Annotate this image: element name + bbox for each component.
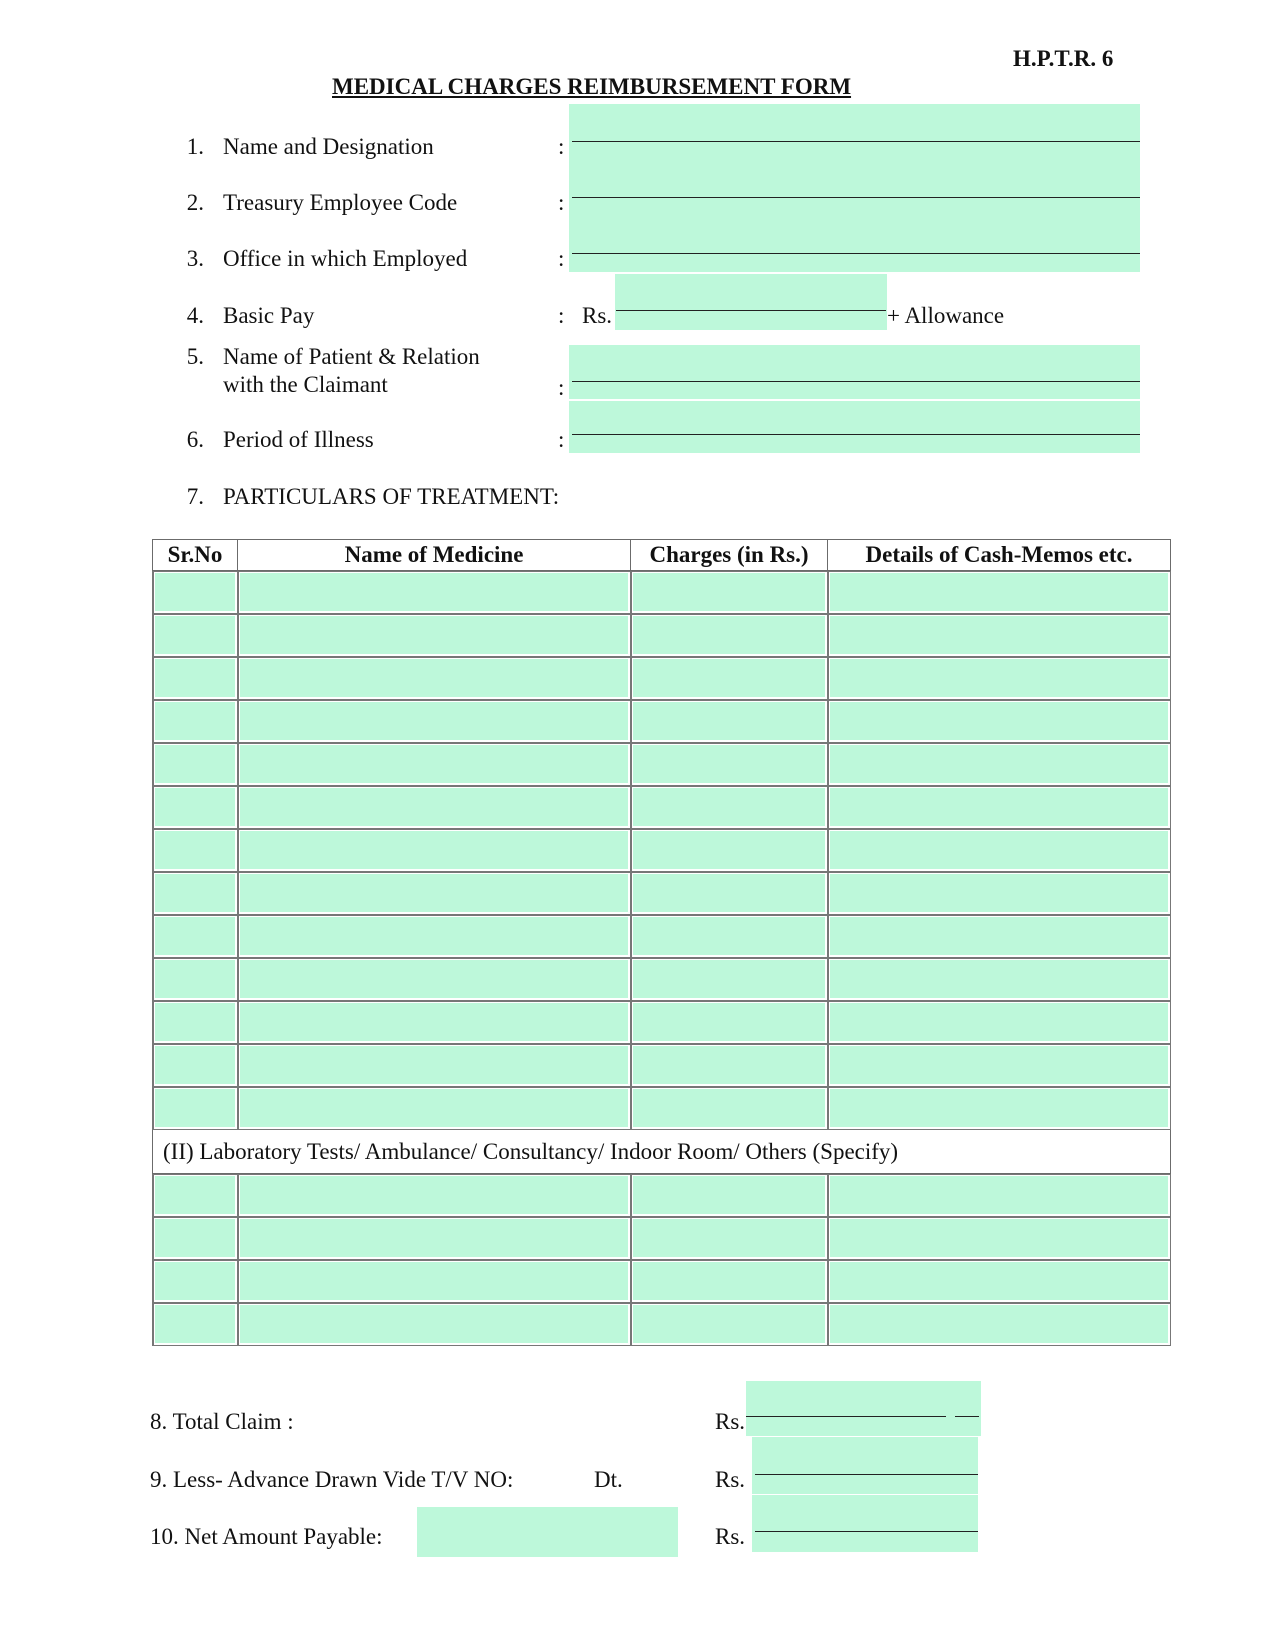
medicine-cell[interactable]: [238, 1087, 631, 1130]
section-7-label: PARTICULARS OF TREATMENT:: [223, 484, 560, 509]
field-3-colon: :: [558, 246, 565, 271]
sr-no-cell[interactable]: [153, 872, 238, 915]
sr-no-cell[interactable]: [153, 1087, 238, 1130]
basic-pay-underline: [616, 310, 886, 311]
cash-memo-cell[interactable]: [828, 1044, 1171, 1087]
office-underline: [572, 253, 1140, 254]
charges-cell[interactable]: [631, 1044, 828, 1087]
charges-cell[interactable]: [631, 743, 828, 786]
cash-memo-cell[interactable]: [828, 1174, 1171, 1217]
total-claim-underline: [746, 1416, 946, 1417]
cash-memo-cell[interactable]: [828, 1087, 1171, 1130]
net-amount-input[interactable]: [752, 1495, 978, 1552]
charges-cell[interactable]: [631, 958, 828, 1001]
charges-cell[interactable]: [631, 700, 828, 743]
field-1-colon: :: [558, 134, 565, 159]
medicine-row: [153, 571, 1171, 614]
header-medicine: Name of Medicine: [238, 540, 631, 571]
cash-memo-cell[interactable]: [828, 1260, 1171, 1303]
treasury-code-input[interactable]: [569, 160, 1140, 216]
medicine-row: [153, 829, 1171, 872]
patient-relation-underline: [572, 381, 1140, 382]
less-advance-dt: Dt.: [594, 1467, 623, 1492]
office-input[interactable]: [569, 216, 1140, 272]
cash-memo-cell[interactable]: [828, 958, 1171, 1001]
cash-memo-cell[interactable]: [828, 614, 1171, 657]
total-claim-underline-tail: [955, 1416, 979, 1417]
header-cash-memos: Details of Cash-Memos etc.: [828, 540, 1171, 571]
sr-no-cell[interactable]: [153, 1260, 238, 1303]
section-7-number: 7.: [186, 484, 204, 509]
sr-no-cell[interactable]: [153, 657, 238, 700]
medicine-row: [153, 700, 1171, 743]
patient-relation-input[interactable]: [569, 345, 1140, 399]
field-2-colon: :: [558, 190, 565, 215]
less-advance-input[interactable]: [752, 1437, 978, 1494]
sr-no-cell[interactable]: [153, 700, 238, 743]
field-5-label: Name of Patient & Relation: [223, 344, 480, 369]
medicine-cell[interactable]: [238, 829, 631, 872]
medicine-cell[interactable]: [238, 700, 631, 743]
medicine-cell[interactable]: [238, 1174, 631, 1217]
field-2-label: Treasury Employee Code: [223, 190, 458, 215]
section-ii-label: (II) Laboratory Tests/ Ambulance/ Consultancy/ Indoor Room/ Others (Specify): [153, 1130, 1171, 1174]
header-sr-no: Sr.No: [153, 540, 238, 571]
net-amount-rs: Rs.: [715, 1524, 746, 1549]
treasury-code-underline: [572, 197, 1140, 198]
other-charge-row: [153, 1174, 1171, 1217]
medicine-row: [153, 958, 1171, 1001]
charges-cell[interactable]: [631, 829, 828, 872]
medicine-cell[interactable]: [238, 915, 631, 958]
cash-memo-cell[interactable]: [828, 829, 1171, 872]
field-3-label: Office in which Employed: [223, 246, 468, 271]
allowance-suffix: + Allowance: [887, 303, 1005, 328]
sr-no-cell[interactable]: [153, 1217, 238, 1260]
medicine-cell[interactable]: [238, 657, 631, 700]
cash-memo-cell[interactable]: [828, 571, 1171, 614]
cash-memo-cell[interactable]: [828, 700, 1171, 743]
medicine-row: [153, 743, 1171, 786]
cash-memo-cell[interactable]: [828, 1303, 1171, 1346]
field-4-colon: :: [558, 303, 565, 328]
form-title: MEDICAL CHARGES REIMBURSEMENT FORM: [332, 74, 852, 99]
medicine-cell[interactable]: [238, 1260, 631, 1303]
period-illness-input[interactable]: [569, 401, 1140, 453]
charges-cell[interactable]: [631, 657, 828, 700]
medicine-cell[interactable]: [238, 1044, 631, 1087]
field-5-label-line2: with the Claimant: [223, 372, 388, 397]
medicine-row: [153, 786, 1171, 829]
charges-cell[interactable]: [631, 1260, 828, 1303]
other-charge-row: [153, 1260, 1171, 1303]
treatment-table: [152, 539, 1171, 1346]
medicine-cell[interactable]: [238, 571, 631, 614]
sr-no-cell[interactable]: [153, 829, 238, 872]
name-designation-input[interactable]: [569, 104, 1140, 160]
total-claim-label: 8. Total Claim :: [150, 1409, 294, 1434]
basic-pay-input[interactable]: [615, 274, 887, 330]
form-code: H.P.T.R. 6: [1013, 46, 1114, 71]
other-charge-row: [153, 1217, 1171, 1260]
less-advance-underline: [755, 1474, 978, 1475]
field-3-number: 3.: [186, 246, 204, 271]
header-charges: Charges (in Rs.): [631, 540, 828, 571]
other-charge-row: [153, 1303, 1171, 1346]
sr-no-cell[interactable]: [153, 571, 238, 614]
field-6-number: 6.: [186, 427, 204, 452]
charges-cell[interactable]: [631, 915, 828, 958]
medicine-row: [153, 872, 1171, 915]
charges-cell[interactable]: [631, 1001, 828, 1044]
medicine-row: [153, 614, 1171, 657]
sr-no-cell[interactable]: [153, 1174, 238, 1217]
cash-memo-cell[interactable]: [828, 1217, 1171, 1260]
medicine-row: [153, 915, 1171, 958]
sr-no-cell[interactable]: [153, 958, 238, 1001]
sr-no-cell[interactable]: [153, 1001, 238, 1044]
field-2-number: 2.: [186, 190, 204, 215]
sr-no-cell[interactable]: [153, 915, 238, 958]
medicine-cell[interactable]: [238, 872, 631, 915]
medicine-row: [153, 657, 1171, 700]
field-5-colon: :: [558, 375, 565, 400]
sr-no-cell[interactable]: [153, 786, 238, 829]
total-claim-input[interactable]: [746, 1381, 981, 1436]
cash-memo-cell[interactable]: [828, 915, 1171, 958]
field-1-label: Name and Designation: [223, 134, 434, 159]
medicine-cell[interactable]: [238, 1001, 631, 1044]
medicine-cell[interactable]: [238, 614, 631, 657]
field-5-number: 5.: [186, 344, 204, 369]
medicine-cell[interactable]: [238, 786, 631, 829]
sr-no-cell[interactable]: [153, 1044, 238, 1087]
less-advance-rs: Rs.: [715, 1467, 746, 1492]
cash-memo-cell[interactable]: [828, 1001, 1171, 1044]
charges-cell[interactable]: [631, 614, 828, 657]
net-amount-label: 10. Net Amount Payable:: [150, 1524, 383, 1549]
medicine-row: [153, 1087, 1171, 1130]
medicine-cell[interactable]: [238, 958, 631, 1001]
basic-pay-rs-prefix: Rs.: [582, 303, 613, 328]
field-6-label: Period of Illness: [223, 427, 374, 452]
cash-memo-cell[interactable]: [828, 872, 1171, 915]
charges-cell[interactable]: [631, 571, 828, 614]
medicine-cell[interactable]: [238, 1217, 631, 1260]
cash-memo-cell[interactable]: [828, 743, 1171, 786]
charges-cell[interactable]: [631, 786, 828, 829]
total-claim-rs: Rs.: [715, 1409, 746, 1434]
cash-memo-cell[interactable]: [828, 657, 1171, 700]
less-advance-label: 9. Less- Advance Drawn Vide T/V NO:: [150, 1467, 514, 1492]
medicine-row: [153, 1044, 1171, 1087]
charges-cell[interactable]: [631, 1303, 828, 1346]
sr-no-cell[interactable]: [153, 743, 238, 786]
charges-cell[interactable]: [631, 1217, 828, 1260]
sr-no-cell[interactable]: [153, 1303, 238, 1346]
period-illness-underline: [572, 434, 1140, 435]
field-4-number: 4.: [186, 303, 204, 328]
field-6-colon: :: [558, 427, 565, 452]
net-amount-words-input[interactable]: [417, 1507, 678, 1557]
net-amount-underline: [755, 1531, 978, 1532]
medicine-cell[interactable]: [238, 1303, 631, 1346]
charges-cell[interactable]: [631, 1174, 828, 1217]
medicine-cell[interactable]: [238, 743, 631, 786]
field-4-label: Basic Pay: [223, 303, 315, 328]
section-ii-row: [153, 1130, 1171, 1174]
field-1-number: 1.: [186, 134, 204, 159]
name-designation-underline: [572, 141, 1140, 142]
sr-no-cell[interactable]: [153, 614, 238, 657]
charges-cell[interactable]: [631, 1087, 828, 1130]
cash-memo-cell[interactable]: [828, 786, 1171, 829]
charges-cell[interactable]: [631, 872, 828, 915]
table-header-row: [153, 540, 1171, 571]
medicine-row: [153, 1001, 1171, 1044]
